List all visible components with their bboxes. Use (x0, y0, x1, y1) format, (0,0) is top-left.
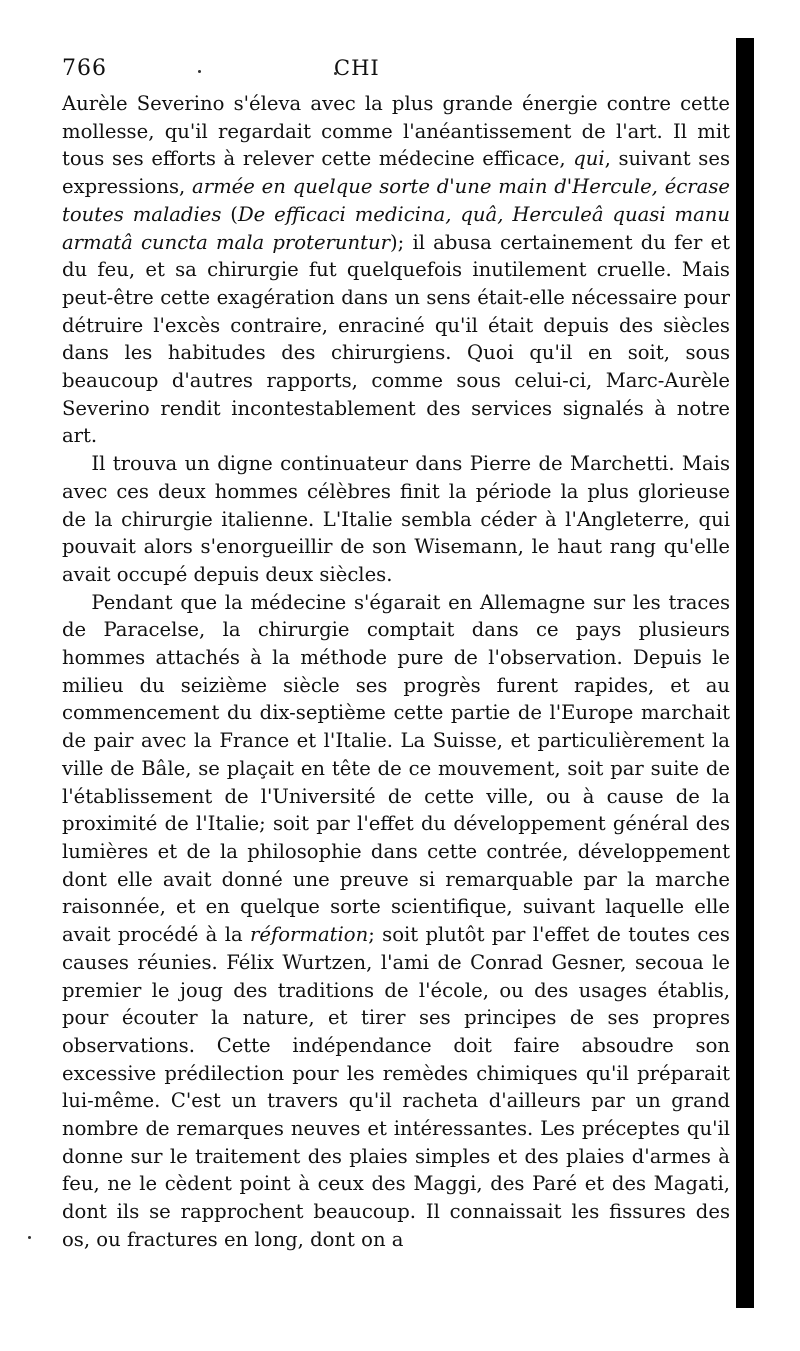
running-head: CHI (334, 56, 380, 80)
italic-text: armée en quelque sorte d'une main d'Hercule, écrase toutes maladies (62, 175, 730, 226)
page-number: 766 (62, 56, 107, 81)
text-run: ); il abusa certainement du fer et du feu, et sa chirurgie fut quelquefois inutilement cruelle. Mais peut-être cette exagération dans un sens était-elle nécessaire pour détruire l'excès contraire, enraciné qu'il était depuis des siècles dans les habitudes des chirurgiens. Quoi qu'il en soit, sous beaucoup d'autres rapports, comme sous celui-ci, Marc-Aurèle Severino rendit incontestablement des services signalés à notre art. (62, 230, 731, 448)
paragraph-2 (62, 450, 730, 589)
text-run: Aurèle Severino s'éleva avec la plus grande énergie contre cette mollesse, qu'il regardait comme l'anéantissement de l'art. Il mit tous ses efforts à relever cette médecine efficace, (62, 92, 730, 171)
text-run: , suivant ses expressions, (62, 147, 731, 199)
italic-text: réformation (250, 923, 369, 947)
book-page (62, 56, 730, 1254)
italic-text: qui (573, 147, 605, 171)
paragraph-3 (62, 589, 730, 1254)
text-run: Pendant que la médecine s'égarait en Allemagne sur les traces de Paracelse, la chirurgie comptait dans ce pays plusieurs hommes attachés à la méthode pure de l'observation. Depuis le milieu du seizième siècle ses progrès furent rapides, et au commencement du dix-septième cette partie de l'Europe marchait de pair avec la France et l'Italie. La Suisse, et particulièrement la ville de Bâle, se plaçait en tête de ce mouvement, soit par suite de l'établissement de l'Université de cette ville, ou à cause de la proximité de l'Italie; soit par l'effet du développement général des lumières et de la philosophie dans cette contrée, développement dont elle avait donné une preuve si remarquable par la marche raisonnée, et en quelque sorte scientifique, suivant laquelle elle avait procédé à la (62, 590, 730, 947)
italic-text: De efficaci medicina, quâ, Herculeâ quasi manu armatâ cuncta mala proteruntur (62, 202, 730, 254)
text-run: ( (221, 202, 238, 226)
scan-edge-bar (736, 38, 754, 1308)
paragraph-1 (62, 90, 730, 450)
text-run: Il trouva un digne continuateur dans Pierre de Marchetti. Mais avec ces deux hommes célèbres finit la période la plus glorieuse de la chirurgie italienne. L'Italie sembla céder à l'Angleterre, qui pouvait alors s'enorgueillir de son Wisemann, le haut rang qu'elle avait occupé depuis deux siècles. (62, 452, 730, 586)
text-run: ; soit plutôt par l'effet de toutes ces causes réunies. Félix Wurtzen, l'ami de Conrad Gesner, secoua le premier le joug des traditions de l'école, ou des usages établis, pour écouter la nature, et tirer ses principes de ses propres observations. Cette indépendance doit faire absoudre son excessive prédilection pour les remèdes chimiques qu'il préparait lui-même. C'est un travers qu'il racheta d'ailleurs par un grand nombre de remarques neuves et intéressantes. Les préceptes qu'il donne sur le traitement des plaies simples et des plaies d'armes à feu, ne le cèdent point à ceux des Maggi, des Paré et des Magati, dont ils se rapprochent beaucoup. Il connaissait les fissures des os, ou fractures en long, dont on a (62, 923, 730, 1251)
scan-speck (28, 1236, 31, 1239)
page-header (62, 56, 730, 90)
body-text (62, 90, 730, 1254)
